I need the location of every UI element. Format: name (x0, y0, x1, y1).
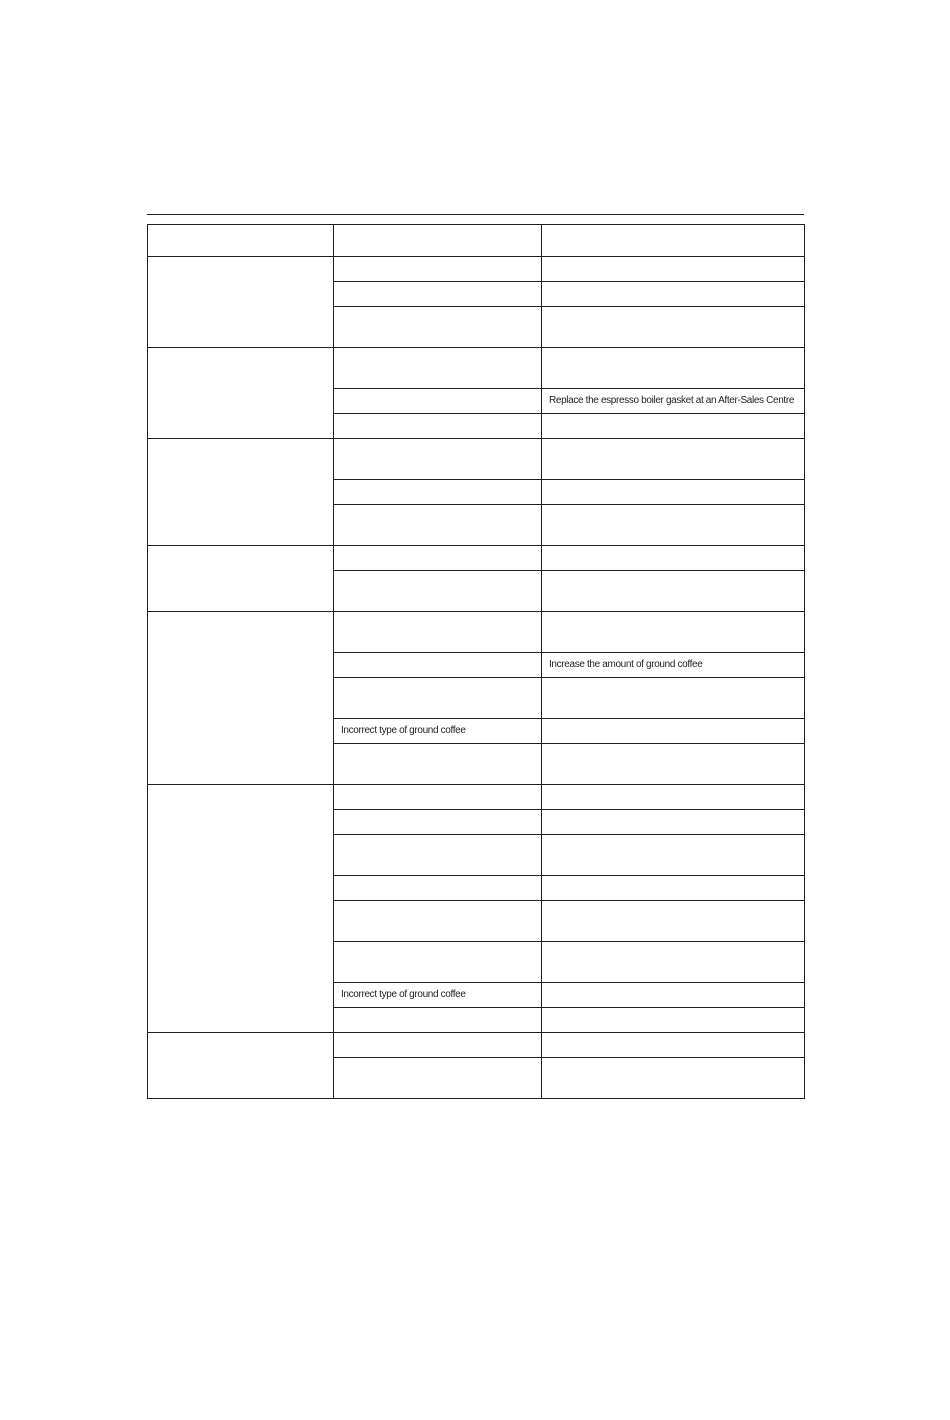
remedy-cell (542, 612, 805, 653)
remedy-cell (542, 942, 805, 983)
remedy-cell (542, 1058, 805, 1099)
remedy-cell (542, 810, 805, 835)
problem-cell (148, 439, 334, 546)
remedy-cell (542, 480, 805, 505)
cause-cell (334, 1033, 542, 1058)
remedy-cell (542, 719, 805, 744)
cause-cell (334, 876, 542, 901)
cause-cell (334, 612, 542, 653)
cause-cell (334, 1008, 542, 1033)
table-row (148, 785, 805, 810)
cause-cell (334, 1058, 542, 1099)
cause-cell-incorrect-type: Incorrect type of ground coffee (334, 983, 542, 1008)
cause-cell (334, 942, 542, 983)
cause-cell (334, 307, 542, 348)
table-row (148, 612, 805, 653)
remedy-cell (542, 785, 805, 810)
cause-cell (334, 901, 542, 942)
problem-cell (148, 348, 334, 439)
cause-cell-incorrect-type: Incorrect type of ground coffee (334, 719, 542, 744)
remedy-cell (542, 983, 805, 1008)
header-cause-cell (334, 225, 542, 257)
cause-cell (334, 348, 542, 389)
remedy-cell-replace-gasket: Replace the espresso boiler gasket at an After-Sales Centre (542, 389, 805, 414)
cause-cell (334, 653, 542, 678)
cause-cell (334, 744, 542, 785)
remedy-cell (542, 678, 805, 719)
remedy-cell (542, 546, 805, 571)
table-row (148, 348, 805, 389)
table-row (148, 546, 805, 571)
cause-cell (334, 282, 542, 307)
problem-cell (148, 1033, 334, 1099)
cause-cell (334, 505, 542, 546)
remedy-cell (542, 901, 805, 942)
remedy-cell (542, 835, 805, 876)
header-remedy-cell (542, 225, 805, 257)
remedy-cell (542, 505, 805, 546)
cause-cell (334, 546, 542, 571)
problem-cell (148, 785, 334, 1033)
remedy-cell (542, 414, 805, 439)
cause-cell (334, 571, 542, 612)
cause-cell (334, 389, 542, 414)
troubleshooting-table (147, 224, 805, 1099)
cause-cell (334, 678, 542, 719)
problem-cell (148, 546, 334, 612)
remedy-cell (542, 348, 805, 389)
remedy-cell (542, 307, 805, 348)
problem-cell (148, 257, 334, 348)
table-row (148, 1033, 805, 1058)
header-problem-cell (148, 225, 334, 257)
remedy-cell (542, 571, 805, 612)
remedy-cell (542, 744, 805, 785)
remedy-cell (542, 1008, 805, 1033)
table-header-row (148, 225, 805, 257)
problem-cell (148, 612, 334, 785)
top-rule (147, 214, 804, 215)
remedy-cell (542, 439, 805, 480)
cause-cell (334, 810, 542, 835)
remedy-cell (542, 876, 805, 901)
remedy-cell-increase-coffee: Increase the amount of ground coffee (542, 653, 805, 678)
cause-cell (334, 835, 542, 876)
table-row (148, 439, 805, 480)
cause-cell (334, 785, 542, 810)
cause-cell (334, 414, 542, 439)
cause-cell (334, 439, 542, 480)
cause-cell (334, 257, 542, 282)
table-row (148, 257, 805, 282)
remedy-cell (542, 282, 805, 307)
cause-cell (334, 480, 542, 505)
remedy-cell (542, 257, 805, 282)
remedy-cell (542, 1033, 805, 1058)
